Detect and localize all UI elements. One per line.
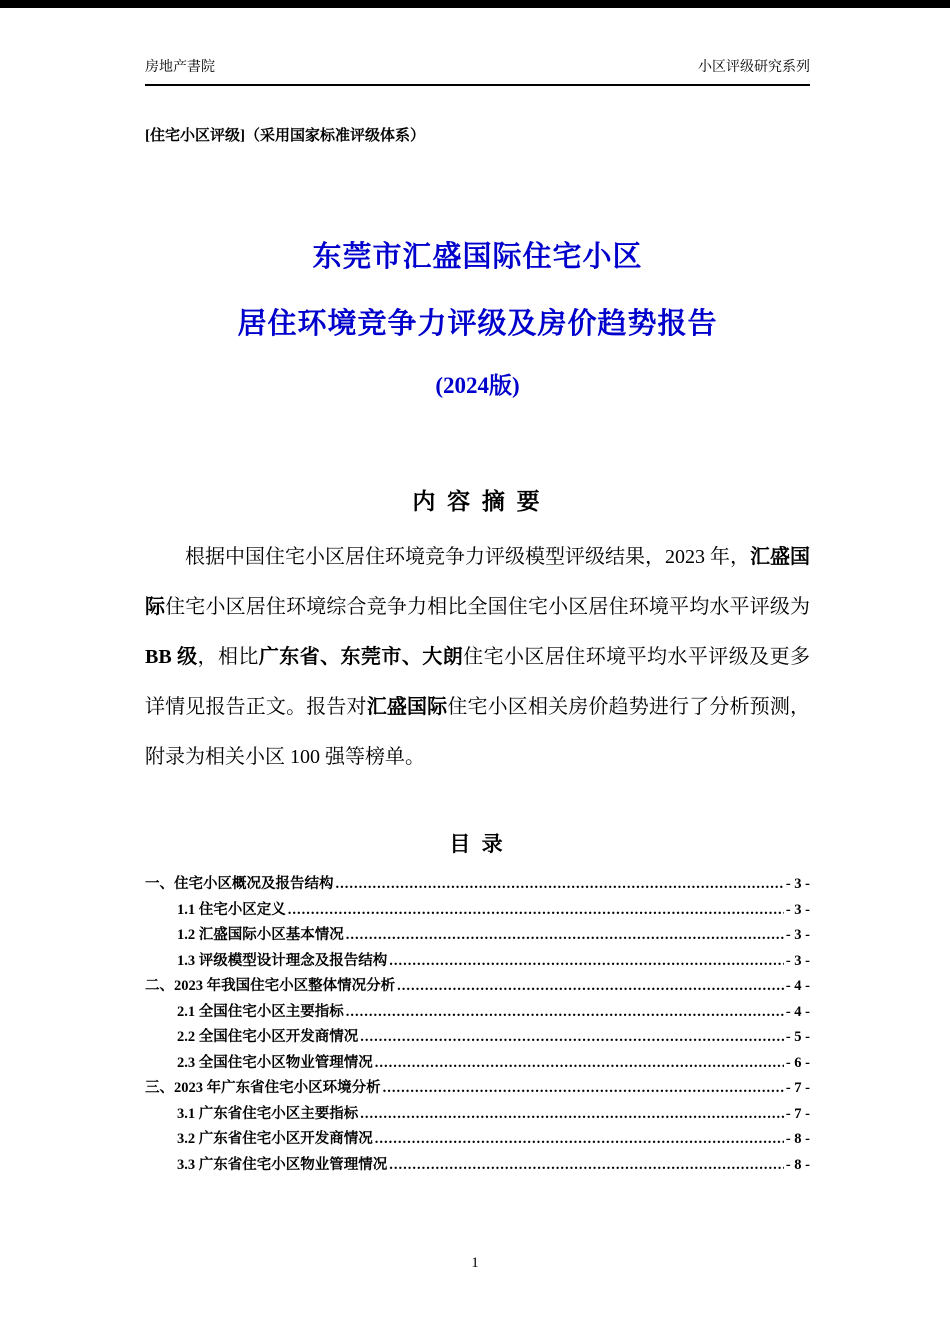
toc-item-page: - 6 - — [785, 1054, 810, 1071]
toc-item[interactable] — [145, 1102, 810, 1128]
toc-dot-leader — [397, 974, 784, 1000]
toc-item[interactable] — [145, 1076, 810, 1102]
top-border-strip — [0, 0, 950, 8]
toc-item-label: 3.3 广东省住宅小区物业管理情况 — [177, 1156, 388, 1173]
toc-item-page: - 3 - — [785, 952, 810, 969]
toc-dot-leader — [346, 923, 784, 949]
toc-item-page: - 3 - — [785, 927, 810, 943]
toc-item-page: - 8 - — [785, 1131, 810, 1147]
header-left-text: 房地产書院 — [145, 60, 215, 75]
toc-item-page: - 8 - — [785, 1156, 810, 1173]
toc-item[interactable] — [145, 898, 810, 924]
toc-dot-leader — [346, 1000, 784, 1026]
summary-text-bold: 汇盛国际 — [366, 696, 448, 718]
toc-heading: 目 录 — [449, 832, 506, 856]
toc-item-label: 2.3 全国住宅小区物业管理情况 — [177, 1054, 373, 1071]
summary-paragraph — [145, 532, 810, 782]
toc-item-label: 三、2023 年广东省住宅小区环境分析 — [145, 1080, 381, 1096]
toc-item[interactable] — [145, 1127, 810, 1153]
toc-item-label: 1.2 汇盛国际小区基本情况 — [177, 927, 344, 943]
toc-item-page: - 4 - — [785, 978, 810, 994]
toc-item-page: - 7 - — [785, 1080, 810, 1096]
toc-item[interactable] — [145, 949, 810, 975]
header-right-text: 小区评级研究系列 — [698, 60, 810, 75]
toc-item-label: 2.1 全国住宅小区主要指标 — [177, 1003, 344, 1020]
summary-heading: 内 容 摘 要 — [412, 489, 543, 514]
toc-item-label: 2.2 全国住宅小区开发商情况 — [177, 1029, 359, 1045]
toc-item-page: - 7 - — [785, 1105, 810, 1122]
toc-item-label: 3.2 广东省住宅小区开发商情况 — [177, 1131, 373, 1147]
toc-item[interactable] — [145, 923, 810, 949]
report-title-line2: 居住环境竞争力评级及房价趋势报告 — [237, 308, 718, 340]
page-header — [145, 56, 810, 86]
report-title-version: (2024版) — [435, 373, 520, 398]
toc-dot-leader — [360, 1025, 784, 1051]
summary-text: 住宅小区相关房价趋势进行了分析预测，附录为相关小区 100 强等榜单。 — [145, 696, 810, 768]
report-title-line1: 东莞市汇盛国际住宅小区 — [312, 241, 643, 273]
summary-text-bold: 广东省、东莞市、大朗 — [258, 646, 464, 668]
toc-item-page: - 4 - — [785, 1003, 810, 1020]
toc-dot-leader — [383, 1076, 784, 1102]
toc-item-label: 二、2023 年我国住宅小区整体情况分析 — [145, 978, 396, 994]
toc-dot-leader — [389, 1153, 784, 1179]
toc-dot-leader — [288, 898, 784, 924]
toc-item-page: - 3 - — [785, 876, 810, 892]
summary-text-bold: 汇盛国际 — [145, 546, 810, 618]
summary-text-bold: BB 级 — [145, 646, 198, 668]
page-number: 1 — [471, 1255, 479, 1271]
toc-item[interactable] — [145, 1153, 810, 1179]
summary-text: ，相比 — [197, 646, 259, 668]
toc-item[interactable] — [145, 1051, 810, 1077]
summary-text: 住宅小区居住环境综合竞争力相比全国住宅小区居住环境平均水平评级为 — [165, 596, 810, 618]
toc-item[interactable] — [145, 1025, 810, 1051]
toc-item-label: 1.1 住宅小区定义 — [177, 901, 286, 918]
toc-dot-leader — [375, 1127, 784, 1153]
toc-item-label: 一、住宅小区概况及报告结构 — [145, 876, 334, 892]
toc-dot-leader — [375, 1051, 784, 1077]
toc-item-label: 3.1 广东省住宅小区主要指标 — [177, 1105, 359, 1122]
toc-item[interactable] — [145, 1000, 810, 1026]
toc-dot-leader — [336, 872, 784, 898]
toc-dot-leader — [360, 1102, 784, 1128]
toc-item[interactable] — [145, 974, 810, 1000]
toc-item-label: 1.3 评级模型设计理念及报告结构 — [177, 952, 388, 969]
summary-text: 根据中国住宅小区居住环境竞争力评级模型评级结果，2023 年， — [185, 546, 750, 568]
toc-list — [145, 872, 810, 1178]
toc-item-page: - 5 - — [785, 1029, 810, 1045]
page-content — [0, 8, 950, 1178]
rating-system-note: [住宅小区评级]（采用国家标准评级体系） — [145, 128, 425, 144]
toc-dot-leader — [389, 949, 784, 975]
toc-item[interactable] — [145, 872, 810, 898]
toc-item-page: - 3 - — [785, 901, 810, 918]
report-title-block — [145, 237, 810, 401]
summary-text: 住宅小区居住环境平均水平评级及更多详情见报告正文。报告对 — [145, 646, 811, 718]
